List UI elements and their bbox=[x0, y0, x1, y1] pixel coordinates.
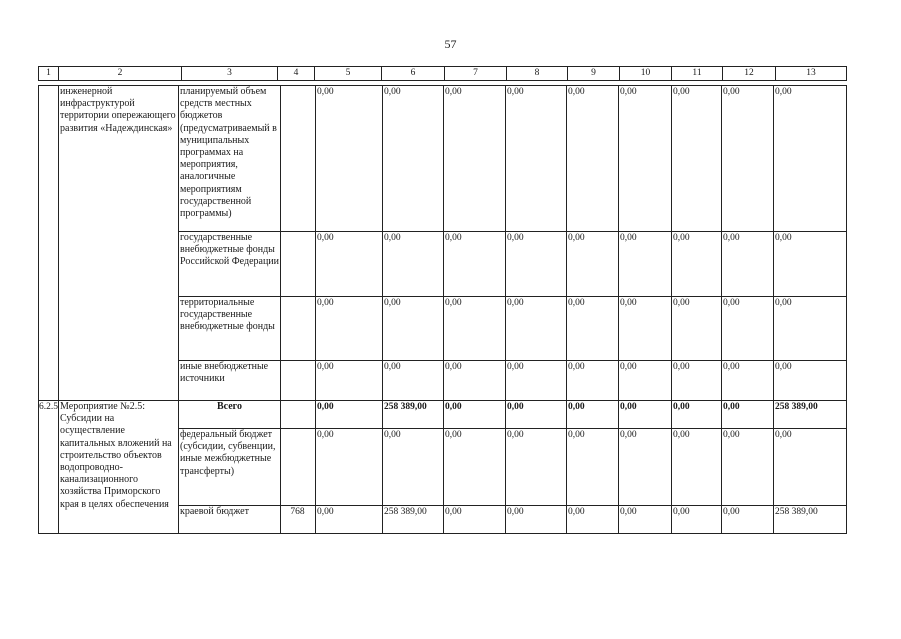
funding-source: территориальные государственные внебюджетные фонды bbox=[180, 297, 275, 333]
amount-cell: 0,00 bbox=[317, 402, 334, 412]
amount-cell: 0,00 bbox=[673, 430, 690, 440]
header-bottom-border bbox=[38, 80, 847, 81]
amount-cell: 0,00 bbox=[317, 507, 334, 517]
table-column-border bbox=[566, 85, 567, 534]
amount-cell: 0,00 bbox=[384, 298, 401, 308]
amount-cell: 0,00 bbox=[775, 430, 792, 440]
amount-cell: 0,00 bbox=[620, 87, 637, 97]
column-header: 13 bbox=[806, 68, 816, 78]
amount-cell: 0,00 bbox=[620, 362, 637, 372]
amount-cell: 0,00 bbox=[775, 233, 792, 243]
amount-cell: 0,00 bbox=[317, 87, 334, 97]
column-header: 7 bbox=[473, 68, 478, 78]
amount-cell: 0,00 bbox=[775, 298, 792, 308]
amount-cell: 0,00 bbox=[775, 87, 792, 97]
amount-cell: 0,00 bbox=[445, 507, 462, 517]
amount-cell: 0,00 bbox=[445, 298, 462, 308]
table-column-border bbox=[315, 85, 316, 534]
amount-cell: 0,00 bbox=[568, 298, 585, 308]
amount-cell: 0,00 bbox=[620, 507, 637, 517]
amount-cell: 0,00 bbox=[445, 233, 462, 243]
table-column-border bbox=[58, 85, 59, 534]
column-header: 6 bbox=[410, 68, 416, 78]
table-column-border bbox=[618, 85, 619, 534]
item-name: Мероприятие №2.5: Субсидии на осуществление капитальных вложений на строительство объектов водопроводно-канализационного хозяйства Приморского края в целях обеспечения bbox=[60, 401, 172, 510]
column-header: 11 bbox=[692, 68, 702, 78]
amount-cell: 0,00 bbox=[317, 362, 334, 372]
amount-cell: 258 389,00 bbox=[384, 402, 427, 412]
budget-code: 768 bbox=[290, 507, 305, 517]
amount-cell: 0,00 bbox=[673, 402, 690, 412]
amount-cell: 0,00 bbox=[384, 233, 401, 243]
column-header: 3 bbox=[227, 68, 232, 78]
amount-cell: 0,00 bbox=[507, 402, 524, 412]
amount-cell: 0,00 bbox=[723, 362, 740, 372]
funding-source: планируемый объем средств местных бюджетов (предусматриваемый в муниципальных программах на мероприятия, аналогичные мероприятиям государственной программы) bbox=[180, 86, 277, 220]
amount-cell: 0,00 bbox=[723, 87, 740, 97]
amount-cell: 0,00 bbox=[723, 298, 740, 308]
table-column-border bbox=[443, 85, 444, 534]
amount-cell: 0,00 bbox=[620, 298, 637, 308]
amount-cell: 0,00 bbox=[445, 402, 462, 412]
column-header: 1 bbox=[46, 68, 51, 78]
funding-source: иные внебюджетные источники bbox=[180, 361, 269, 385]
amount-cell: 0,00 bbox=[507, 362, 524, 372]
amount-cell: 258 389,00 bbox=[775, 507, 818, 517]
row-border bbox=[38, 533, 847, 534]
funding-source: федеральный бюджет (субсидии, субвенции, иные межбюджетные трансферты) bbox=[180, 429, 276, 477]
amount-cell: 0,00 bbox=[507, 233, 524, 243]
amount-cell: 0,00 bbox=[568, 233, 585, 243]
amount-cell: 0,00 bbox=[445, 430, 462, 440]
table-column-border bbox=[505, 85, 506, 534]
amount-cell: 0,00 bbox=[384, 87, 401, 97]
amount-cell: 0,00 bbox=[673, 87, 690, 97]
table-column-border bbox=[671, 85, 672, 534]
column-header: 2 bbox=[117, 68, 123, 78]
column-header: 10 bbox=[640, 68, 651, 78]
amount-cell: 0,00 bbox=[445, 87, 462, 97]
table-column-border bbox=[38, 85, 39, 534]
column-header: 12 bbox=[744, 68, 754, 78]
amount-cell: 0,00 bbox=[723, 430, 740, 440]
amount-cell: 258 389,00 bbox=[775, 402, 818, 412]
amount-cell: 0,00 bbox=[568, 402, 585, 412]
item-name: инженерной инфраструктурой территории опережающего развития «Надеждинская» bbox=[60, 86, 176, 134]
table-column-border bbox=[178, 85, 179, 534]
table-column-border bbox=[773, 85, 774, 534]
amount-cell: 0,00 bbox=[568, 362, 585, 372]
amount-cell: 0,00 bbox=[507, 87, 524, 97]
amount-cell: 0,00 bbox=[620, 233, 637, 243]
funding-source: Всего bbox=[217, 401, 242, 412]
amount-cell: 0,00 bbox=[568, 87, 585, 97]
amount-cell: 0,00 bbox=[317, 298, 334, 308]
column-header: 8 bbox=[534, 68, 540, 78]
amount-cell: 0,00 bbox=[620, 430, 637, 440]
amount-cell: 0,00 bbox=[568, 430, 585, 440]
amount-cell: 0,00 bbox=[723, 233, 740, 243]
table-column-border bbox=[721, 85, 722, 534]
amount-cell: 258 389,00 bbox=[384, 507, 427, 517]
amount-cell: 0,00 bbox=[317, 430, 334, 440]
amount-cell: 0,00 bbox=[620, 402, 637, 412]
amount-cell: 0,00 bbox=[723, 507, 740, 517]
amount-cell: 0,00 bbox=[673, 362, 690, 372]
table-column-border bbox=[846, 85, 847, 534]
funding-source: государственные внебюджетные фонды Российской Федерации bbox=[180, 232, 279, 268]
page-number: 57 bbox=[444, 37, 457, 51]
funding-source: краевой бюджет bbox=[180, 506, 249, 517]
item-number: 6.2.5 bbox=[39, 402, 58, 412]
amount-cell: 0,00 bbox=[568, 507, 585, 517]
amount-cell: 0,00 bbox=[673, 507, 690, 517]
amount-cell: 0,00 bbox=[673, 298, 690, 308]
amount-cell: 0,00 bbox=[384, 430, 401, 440]
amount-cell: 0,00 bbox=[507, 507, 524, 517]
amount-cell: 0,00 bbox=[384, 362, 401, 372]
column-header: 4 bbox=[293, 68, 299, 78]
column-header: 9 bbox=[591, 68, 596, 78]
amount-cell: 0,00 bbox=[317, 233, 334, 243]
header-column-border bbox=[846, 66, 847, 81]
amount-cell: 0,00 bbox=[775, 362, 792, 372]
amount-cell: 0,00 bbox=[507, 430, 524, 440]
table-column-border bbox=[382, 85, 383, 534]
column-header: 5 bbox=[345, 68, 351, 78]
amount-cell: 0,00 bbox=[673, 233, 690, 243]
amount-cell: 0,00 bbox=[445, 362, 462, 372]
table-column-border bbox=[280, 85, 281, 534]
amount-cell: 0,00 bbox=[723, 402, 740, 412]
amount-cell: 0,00 bbox=[507, 298, 524, 308]
